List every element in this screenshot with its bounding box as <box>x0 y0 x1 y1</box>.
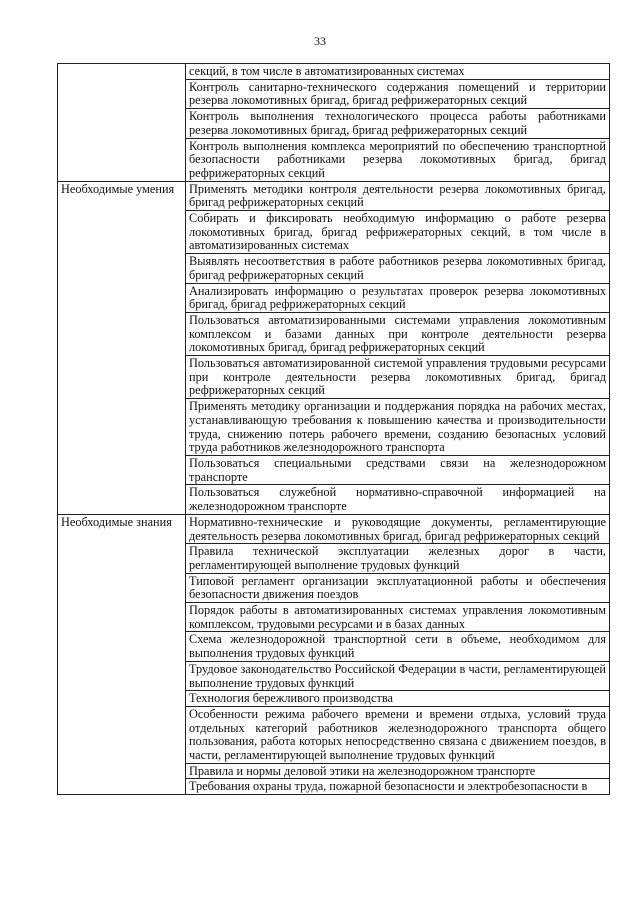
table-cell <box>186 283 610 312</box>
cell-text: Анализировать информацию о результатах проверок резерва локомотивных бригад, бригад рефрижераторных секций <box>189 283 606 312</box>
table-cell <box>186 254 610 283</box>
cell-text: Особенности режима рабочего времени и времени отдыха, условий труда отдельных категорий работников железнодорожного транспорта общего пользования, работа которых непосредственно связана с движением поездов, в части, регламентирующей выполнение трудовых функций <box>189 706 606 763</box>
table-cell <box>186 455 610 484</box>
cell-text: Технология бережливого производства <box>189 691 393 706</box>
table-row <box>58 181 610 210</box>
table-row <box>58 64 610 80</box>
table-cell <box>186 211 610 254</box>
table-cell <box>186 64 610 80</box>
table-cell <box>186 603 610 632</box>
table-cell <box>186 181 610 210</box>
section-label: Необходимые умения <box>58 181 186 514</box>
cell-text: Пользоваться автоматизированной системой управления трудовыми ресурсами при контроле деятельности резерва локомотивных бригад, бригад рефрижераторных секций <box>189 356 606 398</box>
cell-text: Правила технической эксплуатации железных дорог в части, регламентирующей выполнение трудовых функций <box>189 544 606 572</box>
table-row <box>58 514 610 543</box>
cell-text: Трудовое законодательство Российской Федерации в части, регламентирующей выполнение трудовых функций <box>189 661 606 690</box>
cell-text: секций, в том числе в автоматизированных системах <box>189 64 465 78</box>
cell-text: Контроль санитарно-технического содержания помещений и территории резерва локомотивных бригад, бригад рефрижераторных секций <box>189 79 606 108</box>
table-cell <box>186 763 610 779</box>
cell-text: Правила и нормы деловой этики на железнодорожном транспорте <box>189 763 536 778</box>
table-cell <box>186 356 610 399</box>
table-cell <box>186 544 610 573</box>
cell-text: Требования охраны труда, пожарной безопасности и электробезопасности в <box>189 779 588 794</box>
table-cell <box>186 79 610 108</box>
cell-text: Порядок работы в автоматизированных системах управления локомотивным комплексом, трудовыми ресурсами и в базах данных <box>189 603 606 631</box>
table-cell <box>186 485 610 514</box>
cell-text: Применять методики контроля деятельности резерва локомотивных бригад, бригад рефрижераторных секций <box>189 181 606 210</box>
cell-text: Типовой регламент организации эксплуатационной работы и обеспечения безопасности движения поездов <box>189 573 606 602</box>
section-label: Необходимые знания <box>58 514 186 794</box>
cell-text: Применять методику организации и поддержания порядка на рабочих местах, устанавливающую требования к повышению качества и производительности труда, снижению потерь рабочего времени, созданию безопасных условий труда работников железнодорожного транспорта <box>189 399 606 455</box>
table-cell <box>186 138 610 181</box>
table-cell <box>186 109 610 138</box>
table-cell <box>186 573 610 602</box>
cell-text: Выявлять несоответствия в работе работников резерва локомотивных бригад, бригад рефрижераторных секций <box>189 254 606 282</box>
cell-text: Пользоваться автоматизированными системами управления локомотивным комплексом и базами данных при контроле деятельности резерва локомотивных бригад, бригад рефрижераторных секций <box>189 312 606 355</box>
table-cell <box>186 706 610 763</box>
competency-table <box>57 63 610 795</box>
table-cell <box>186 632 610 661</box>
cell-text: Пользоваться специальными средствами связи на железнодорожном транспорте <box>189 455 606 484</box>
competency-table-body <box>58 64 610 795</box>
page-number: 33 <box>314 34 326 48</box>
table-cell <box>186 312 610 355</box>
table-cell <box>186 399 610 456</box>
cell-text: Собирать и фиксировать необходимую информацию о работе резерва локомотивных бригад, бригад рефрижераторных секций, в том числе в автоматизированных системах <box>189 211 606 253</box>
table-cell <box>186 691 610 707</box>
table-cell <box>186 514 610 543</box>
cell-text: Нормативно-технические и руководящие документы, регламентирующие деятельность резерва локомотивных бригад, бригад рефрижераторных секций <box>189 514 606 543</box>
section-label <box>58 64 186 182</box>
cell-text: Контроль выполнения комплекса мероприятий по обеспечению транспортной безопасности работниками резерва локомотивных бригад, бригад рефрижераторных секций <box>189 138 606 180</box>
cell-text: Пользоваться служебной нормативно-справочной информацией на железнодорожном транспорте <box>189 485 606 514</box>
cell-text: Контроль выполнения технологического процесса работы работниками резерва локомотивных бригад, бригад рефрижераторных секций <box>189 109 606 137</box>
table-cell <box>186 661 610 690</box>
table-cell <box>186 779 610 795</box>
cell-text: Схема железнодорожной транспортной сети в объеме, необходимом для выполнения трудовых функций <box>189 632 606 661</box>
competency-table-wrapper <box>57 63 610 795</box>
